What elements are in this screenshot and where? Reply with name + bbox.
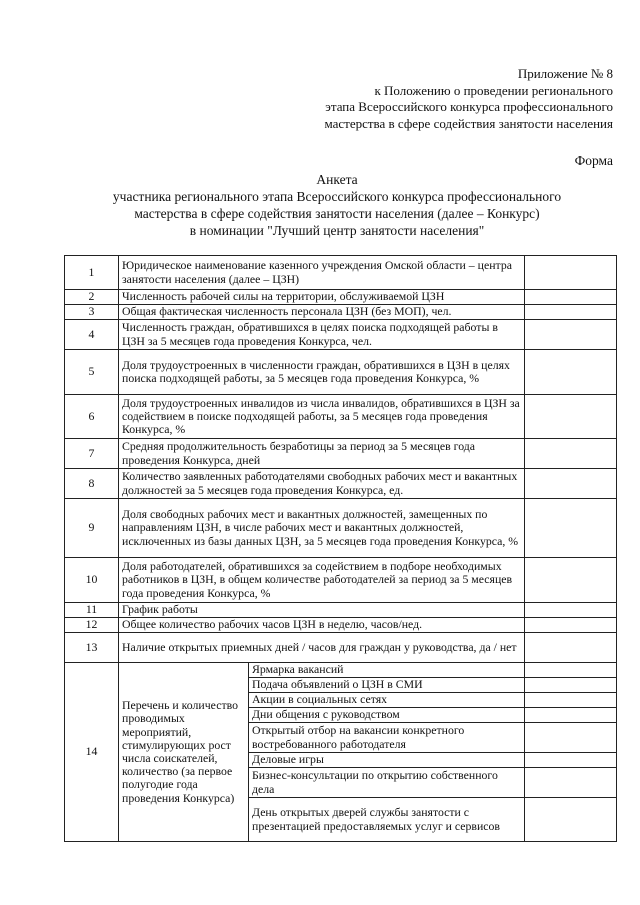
row-number: 6 xyxy=(65,395,119,439)
appendix-ref-line: мастерства в сфере содействия занятости населения xyxy=(324,115,613,131)
answer-cell[interactable] xyxy=(525,663,617,678)
answer-cell[interactable] xyxy=(525,558,617,603)
row-question: Перечень и количество проводимых мероприятий, стимулирующих рост числа соискателей, количество (за первое полугодие года проведения Конкурса) xyxy=(119,663,249,842)
table-row xyxy=(65,499,617,558)
table-row xyxy=(65,618,617,633)
row-question: Доля свободных рабочих мест и вакантных должностей, замещенных по направлениям ЦЗН, в числе рабочих мест и вакантных должностей, исключенных из базы данных ЦЗН, за 5 месяцев года проведения Конкурса, % xyxy=(119,499,525,558)
appendix-number: Приложение № 8 xyxy=(517,66,613,81)
table-row xyxy=(65,350,617,395)
event-type: Акции в социальных сетях xyxy=(249,693,525,708)
row-number: 11 xyxy=(65,603,119,618)
row-question: Численность граждан, обратившихся в целях поиска подходящей работы в ЦЗН за 5 месяцев года проведения Конкурса, чел. xyxy=(119,320,525,350)
answer-cell[interactable] xyxy=(525,439,617,469)
answer-cell[interactable] xyxy=(525,499,617,558)
row-number: 2 xyxy=(65,290,119,305)
title-heading: Анкета xyxy=(316,172,358,187)
title-line: мастерства в сфере содействия занятости населения (далее – Конкурс) xyxy=(134,206,540,221)
row-number: 14 xyxy=(65,663,119,842)
title-line: в номинации "Лучший центр занятости населения" xyxy=(189,223,485,238)
answer-cell[interactable] xyxy=(525,320,617,350)
row-number: 4 xyxy=(65,320,119,350)
row-number: 5 xyxy=(65,350,119,395)
document-title xyxy=(60,171,614,239)
answer-cell[interactable] xyxy=(525,290,617,305)
row-question: Юридическое наименование казенного учреждения Омской области – центра занятости населения (далее – ЦЗН) xyxy=(119,256,525,290)
row-question: Наличие открытых приемных дней / часов для граждан у руководства, да / нет xyxy=(119,633,525,663)
answer-cell[interactable] xyxy=(525,633,617,663)
table-row xyxy=(65,663,617,678)
answer-cell[interactable] xyxy=(525,708,617,723)
table-row xyxy=(65,603,617,618)
event-type: День открытых дверей службы занятости с презентацией предоставляемых услуг и сервисов xyxy=(249,798,525,842)
title-line: участника регионального этапа Всероссийского конкурса профессионального xyxy=(112,189,562,204)
row-number: 9 xyxy=(65,499,119,558)
table-row xyxy=(65,290,617,305)
answer-cell[interactable] xyxy=(525,768,617,798)
row-question: Доля работодателей, обратившихся за содействием в подборе необходимых работников в ЦЗН, в общем количестве работодателей за период за 5 месяцев года проведения Конкурса, % xyxy=(119,558,525,603)
event-type: Открытый отбор на вакансии конкретного востребованного работодателя xyxy=(249,723,525,753)
answer-cell[interactable] xyxy=(525,350,617,395)
row-number: 10 xyxy=(65,558,119,603)
answer-cell[interactable] xyxy=(525,798,617,842)
row-question: Средняя продолжительность безработицы за период за 5 месяцев года проведения Конкурса, дней xyxy=(119,439,525,469)
row-number: 8 xyxy=(65,469,119,499)
event-type: Ярмарка вакансий xyxy=(249,663,525,678)
row-number: 12 xyxy=(65,618,119,633)
answer-cell[interactable] xyxy=(525,723,617,753)
table-row xyxy=(65,320,617,350)
form-label: Форма xyxy=(574,153,613,168)
row-number: 3 xyxy=(65,305,119,320)
appendix-ref-line: этапа Всероссийского конкурса профессионального xyxy=(325,99,613,114)
answer-cell[interactable] xyxy=(525,305,617,320)
event-type: Дни общения с руководством xyxy=(249,708,525,723)
event-type: Деловые игры xyxy=(249,753,525,768)
answer-cell[interactable] xyxy=(525,693,617,708)
table-row xyxy=(65,305,617,320)
answer-cell[interactable] xyxy=(525,753,617,768)
table-row xyxy=(65,469,617,499)
event-type: Бизнес-консультации по открытию собственного дела xyxy=(249,768,525,798)
appendix-ref-line: к Положению о проведении регионального xyxy=(374,82,613,98)
appendix-header xyxy=(253,66,613,132)
row-question: Количество заявленных работодателями свободных рабочих мест и вакантных должностей за 5 месяцев года проведения Конкурса, ед. xyxy=(119,469,525,499)
row-number: 7 xyxy=(65,439,119,469)
row-question: Доля трудоустроенных в численности граждан, обратившихся в ЦЗН в целях поиска подходящей работы, за 5 месяцев года проведения Конкурса, % xyxy=(119,350,525,395)
answer-cell[interactable] xyxy=(525,469,617,499)
event-type: Подача объявлений о ЦЗН в СМИ xyxy=(249,678,525,693)
row-number: 13 xyxy=(65,633,119,663)
questionnaire-table xyxy=(64,255,617,842)
row-question: Общее количество рабочих часов ЦЗН в неделю, часов/нед. xyxy=(119,618,525,633)
answer-cell[interactable] xyxy=(525,618,617,633)
row-question: График работы xyxy=(119,603,525,618)
table-row xyxy=(65,633,617,663)
row-question: Численность рабочей силы на территории, обслуживаемой ЦЗН xyxy=(119,290,525,305)
row-number: 1 xyxy=(65,256,119,290)
row-question: Доля трудоустроенных инвалидов из числа инвалидов, обратившихся в ЦЗН за содействием в поиске подходящей работы, за 5 месяцев года проведения Конкурса, % xyxy=(119,395,525,439)
answer-cell[interactable] xyxy=(525,395,617,439)
answer-cell[interactable] xyxy=(525,256,617,290)
table-row xyxy=(65,256,617,290)
row-question: Общая фактическая численность персонала ЦЗН (без МОП), чел. xyxy=(119,305,525,320)
answer-cell[interactable] xyxy=(525,603,617,618)
answer-cell[interactable] xyxy=(525,678,617,693)
table-row xyxy=(65,395,617,439)
table-row xyxy=(65,439,617,469)
table-row xyxy=(65,558,617,603)
